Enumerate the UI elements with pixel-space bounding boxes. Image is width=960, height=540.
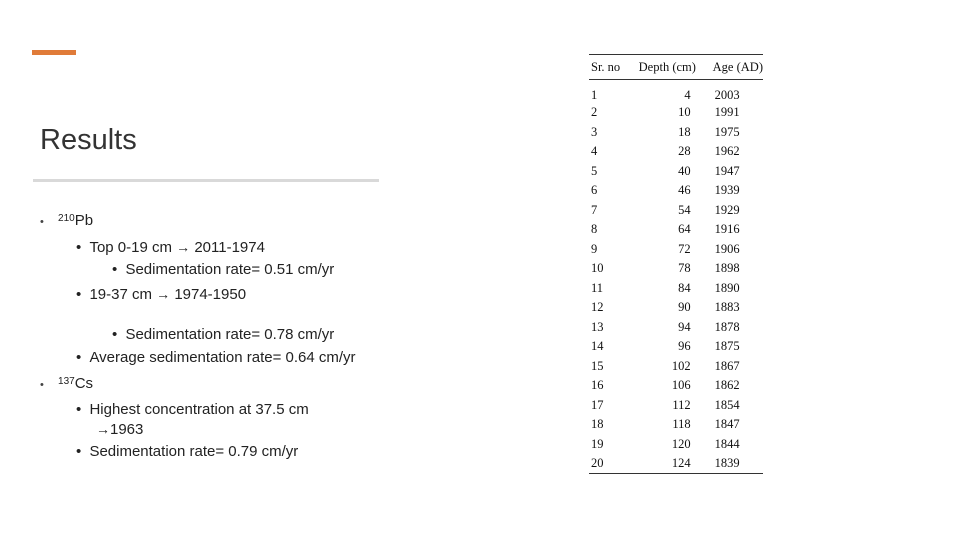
depth-age-table: [589, 54, 763, 474]
table-row: [589, 337, 763, 357]
table-body: [589, 80, 763, 474]
table-row: [589, 318, 763, 338]
cell-sr-no: 2: [591, 105, 598, 120]
table-row: [589, 80, 763, 104]
cell-sr-no: 3: [591, 124, 598, 139]
cell-age: 1844: [714, 436, 740, 451]
cell-age: 1875: [714, 339, 740, 354]
cell-sr-no: 9: [591, 241, 598, 256]
table-row: [589, 201, 763, 221]
cell-age: 1867: [714, 358, 740, 373]
cell-depth: 90: [678, 300, 691, 315]
bullet-cs137: [40, 375, 93, 395]
cell-age: 1862: [714, 378, 740, 393]
table-row: [589, 396, 763, 416]
cell-sr-no: 10: [591, 261, 604, 276]
cell-age: 1962: [714, 144, 740, 159]
cell-depth: 78: [678, 261, 691, 276]
list-item: • Average sedimentation rate= 0.64 cm/yr: [76, 349, 356, 366]
isotope-label: $^{137}$Cs: [58, 375, 94, 392]
cell-sr-no: 8: [591, 222, 598, 237]
cell-depth: 96: [678, 339, 691, 354]
cell-sr-no: 15: [591, 358, 604, 373]
cell-sr-no: 6: [591, 183, 598, 198]
table-row: [589, 103, 763, 123]
table-row: [589, 279, 763, 299]
cell-depth: 102: [671, 358, 691, 373]
bullet-pb210: [40, 212, 93, 232]
isotope-label: $^{210}$Pb: [58, 212, 94, 229]
cell-depth: 72: [678, 241, 691, 256]
table-row: [589, 435, 763, 455]
cell-age: 1890: [714, 280, 740, 295]
cell-sr-no: 11: [591, 280, 604, 295]
cell-depth: 40: [678, 163, 691, 178]
cell-depth: 124: [671, 456, 691, 470]
bullet-dot: •: [112, 261, 118, 278]
bullet-dot: •: [76, 239, 82, 256]
cell-depth: 54: [678, 202, 691, 217]
cell-sr-no: 20: [591, 456, 604, 470]
cell-sr-no: 4: [591, 144, 598, 159]
list-item: • Sedimentation rate= 0.51 cm/yr: [112, 261, 335, 278]
list-item: • Highest concentration at 37.5 cm: [76, 401, 309, 418]
bullet-dot: •: [112, 326, 118, 343]
bullet-dot: •: [40, 216, 44, 228]
bullet-dot: •: [40, 379, 44, 391]
cell-age: 1878: [714, 319, 740, 334]
cell-age: 2003: [714, 88, 740, 102]
cell-depth: 112: [672, 397, 691, 412]
table-row: [589, 259, 763, 279]
table-row: [589, 181, 763, 201]
cell-depth: 106: [671, 378, 691, 393]
cell-age: 1883: [714, 300, 740, 315]
table-row: [589, 162, 763, 182]
cell-sr-no: 1: [591, 88, 598, 102]
cell-sr-no: 12: [591, 300, 604, 315]
cell-age: 1916: [714, 222, 740, 237]
cell-depth: 18: [678, 124, 691, 139]
cell-sr-no: 14: [591, 339, 604, 354]
table-row: [589, 123, 763, 143]
cell-depth: 118: [672, 417, 691, 432]
cell-sr-no: 5: [591, 163, 598, 178]
cell-age: 1847: [714, 417, 740, 432]
cell-age: 1929: [714, 202, 740, 217]
list-item: • Top 0-19 cm → 2011-1974: [76, 239, 265, 256]
table-row: [589, 454, 763, 474]
cell-depth: 4: [684, 88, 691, 102]
table-row: [589, 220, 763, 240]
cell-depth: 10: [678, 105, 691, 120]
arrow-right-icon: →: [156, 286, 171, 302]
column-header-depth: Depth (cm): [638, 59, 696, 74]
table-row: [589, 142, 763, 162]
cell-depth: 46: [678, 183, 691, 198]
cell-depth: 94: [678, 319, 691, 334]
table-row: [589, 240, 763, 260]
table-row: [589, 376, 763, 396]
list-item-continuation: →1963: [96, 421, 144, 438]
table-row: [589, 298, 763, 318]
slide-title: Results: [40, 124, 137, 156]
cell-age: 1939: [714, 183, 740, 198]
cell-age: 1854: [714, 397, 740, 412]
cell-age: 1947: [714, 163, 740, 178]
table-row: [589, 415, 763, 435]
cell-sr-no: 17: [591, 397, 604, 412]
cell-depth: 84: [678, 280, 691, 295]
bullet-dot: •: [76, 401, 82, 418]
bullet-dot: •: [76, 443, 82, 460]
column-header-sr-no: Sr. no: [591, 59, 621, 74]
cell-sr-no: 18: [591, 417, 604, 432]
cell-age: 1906: [714, 241, 740, 256]
cell-age: 1991: [714, 105, 740, 120]
cell-sr-no: 19: [591, 436, 604, 451]
cell-sr-no: 13: [591, 319, 604, 334]
list-item: • Sedimentation rate= 0.79 cm/yr: [76, 443, 299, 460]
column-header-age: Age (AD): [712, 59, 763, 74]
cell-sr-no: 7: [591, 202, 598, 217]
arrow-right-icon: →: [176, 239, 191, 255]
list-item: • 19-37 cm → 1974-1950: [76, 286, 247, 303]
bullet-dot: •: [76, 349, 82, 366]
cell-sr-no: 16: [591, 378, 604, 393]
arrow-right-icon: →: [96, 421, 110, 437]
cell-age: 1839: [714, 456, 740, 470]
list-item: • Sedimentation rate= 0.78 cm/yr: [112, 326, 335, 343]
table-header-row: [589, 55, 763, 80]
title-divider: [33, 179, 379, 182]
cell-depth: 64: [678, 222, 691, 237]
bullet-dot: •: [76, 286, 82, 303]
cell-age: 1975: [714, 124, 740, 139]
cell-depth: 120: [671, 436, 691, 451]
table-row: [589, 357, 763, 377]
cell-depth: 28: [678, 144, 691, 159]
cell-age: 1898: [714, 261, 740, 276]
accent-bar: [32, 50, 76, 55]
